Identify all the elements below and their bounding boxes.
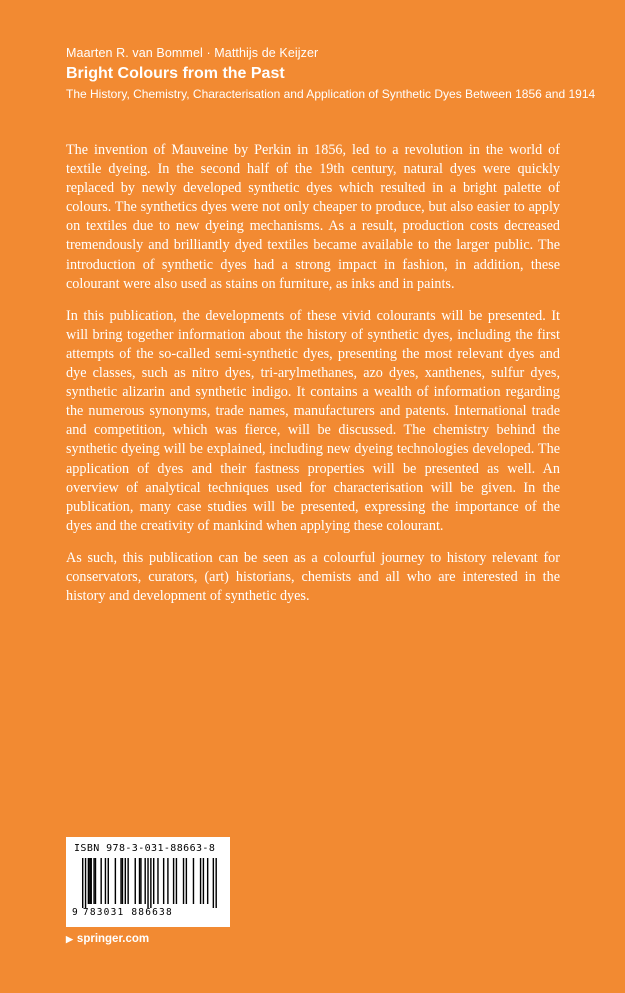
barcode-bar — [150, 858, 151, 908]
barcode-bar — [88, 858, 89, 904]
barcode-bar — [125, 858, 126, 904]
barcode-image — [72, 858, 224, 908]
blurb-paragraph: The invention of Mauveine by Perkin in 1856, led to a revolution in the world of textile dyeing. In the second half of the 19th century, natural dyes were quickly replaced by newly developed synthetic dyes which resulted in a bright palette of colours. The synthetics dyes were not only cheaper to produce, but also easier to apply on textiles due to new dyeing mechanisms. As a result, production costs decreased tremendously and brilliantly dyed textiles became available to the larger public. The introduction of synthetic dyes had a strong impact in fashion, in addition, these colourant were also used as stains on furniture, as inks and in paints. — [66, 142, 560, 292]
barcode-digits-right: 886638 — [131, 907, 173, 918]
blurb-paragraph: As such, this publication can be seen as a colourful journey to history relevant for conservators, curators, (art) historians, chemists and all who are interested in the history and development of synthetic dyes. — [66, 549, 560, 605]
barcode-bar — [93, 858, 94, 904]
barcode-bar — [207, 858, 208, 904]
barcode-bar — [100, 858, 101, 904]
barcode-bar — [108, 858, 109, 904]
publisher-website[interactable] — [66, 932, 149, 946]
barcode-bar — [167, 858, 168, 904]
barcode-bar — [127, 858, 128, 904]
barcode-bar — [139, 858, 140, 904]
barcode-bar — [153, 858, 154, 904]
authors: Maarten R. van Bommel · Matthijs de Keijzer — [66, 46, 319, 60]
barcode-bar — [176, 858, 177, 904]
website-link[interactable]: springer.com — [76, 933, 150, 945]
barcode-digits-left: 783031 — [82, 907, 125, 918]
barcode-bar — [95, 858, 96, 904]
barcode-bar — [186, 858, 187, 904]
barcode-bar — [173, 858, 174, 904]
barcode-bar — [147, 858, 148, 908]
barcode-bar — [215, 858, 216, 908]
barcode-digits — [72, 908, 224, 918]
barcode-bar — [144, 858, 145, 904]
isbn-label: ISBN 978-3-031-88663-8 — [74, 843, 216, 854]
barcode-bar — [200, 858, 201, 904]
book-subtitle: The History, Chemistry, Characterisation and Application of Synthetic Dyes Between 1856 and 1914 — [66, 87, 596, 101]
barcode-bar — [115, 858, 116, 904]
barcode-bar — [203, 858, 204, 904]
blurb — [66, 141, 560, 619]
barcode-bar — [82, 858, 83, 908]
cover-header — [66, 45, 606, 103]
barcode-box — [66, 837, 230, 927]
barcode-bar — [105, 858, 106, 904]
book-title: Bright Colours from the Past — [66, 65, 285, 82]
barcode-bar — [120, 858, 121, 904]
barcode-bar — [213, 858, 214, 908]
barcode-bar — [183, 858, 184, 904]
barcode-bar — [89, 858, 90, 904]
barcode-bar — [122, 858, 123, 904]
barcode-bar — [135, 858, 136, 904]
barcode-bar — [157, 858, 158, 904]
barcode-bar — [193, 858, 194, 904]
right-arrow-icon: ▶ — [66, 934, 73, 944]
barcode-bar — [163, 858, 164, 904]
blurb-paragraph: In this publication, the developments of these vivid colourants will be presented. It will bring together information about the history of synthetic dyes, including the first attempts of the so-called semi-synthetic dyes, presenting the most relevant dyes and dye classes, such as nitro dyes, tri-arylmethanes, azo dyes, xanthenes, sulfur dyes, synthetic alizarin and synthetic indigo. It contains a wealth of information regarding the numerous synonyms, trade names, manufacturers and patents. International trade and competition, which was fierce, will be discussed. The chemistry behind the synthetic dyeing will be explained, including new dyeing technologies developed. The application of dyes and their fastness properties will be presented as well. An overview of analytical techniques used for characterisation will be given. In the publication, many case studies will be presented, expressing the importance of the dyes and the creativity of mankind when applying these colourant. — [66, 307, 560, 534]
barcode-bar — [85, 858, 86, 908]
barcode-lead-digit: 9 — [72, 907, 79, 918]
barcode-bar — [91, 858, 92, 904]
barcode-bar — [140, 858, 141, 904]
